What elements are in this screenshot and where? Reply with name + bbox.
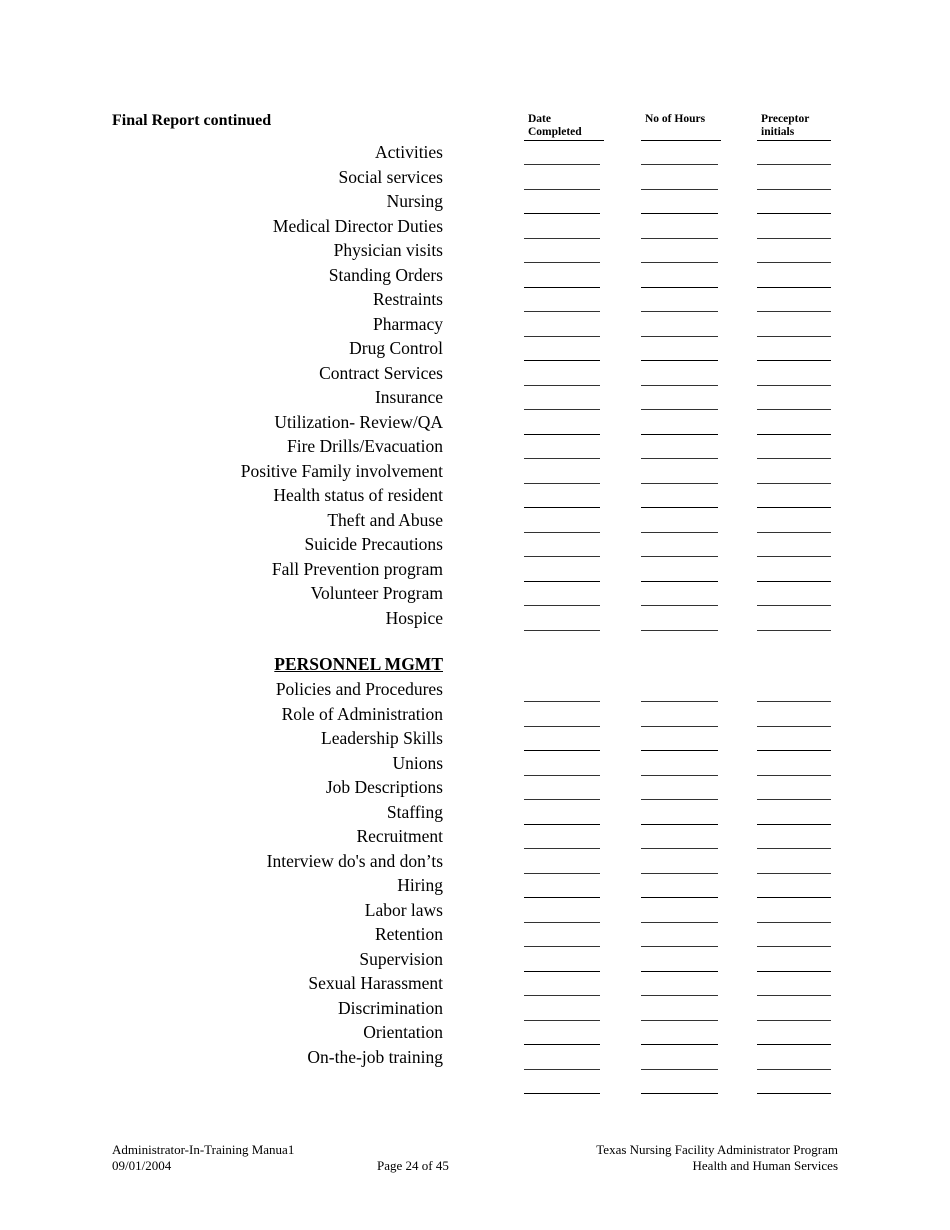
initials-line — [757, 897, 831, 898]
initials-line — [757, 1020, 831, 1021]
date-completed-line — [524, 360, 600, 361]
hours-line — [641, 360, 718, 361]
list-item: Interview do's and don’ts — [266, 850, 443, 871]
initials-line — [757, 458, 831, 459]
initials-line — [757, 483, 831, 484]
date-completed-line — [524, 507, 600, 508]
list-item: Labor laws — [364, 899, 443, 920]
hours-line — [641, 409, 718, 410]
initials-line — [757, 726, 831, 727]
list-item: Nursing — [386, 191, 443, 211]
date-completed-line — [524, 287, 600, 288]
hours-line — [641, 262, 718, 263]
hours-line — [641, 532, 718, 533]
list-item: Sexual Harassment — [308, 973, 443, 993]
hours-line — [641, 213, 718, 214]
date-completed-line — [524, 1020, 600, 1021]
hours-line — [641, 605, 718, 606]
initials-line — [757, 189, 831, 190]
date-completed-line — [524, 824, 600, 825]
list-item: Hiring — [397, 875, 443, 895]
hours-line — [641, 922, 718, 923]
initials-line — [757, 360, 831, 361]
initials-line — [757, 311, 831, 312]
date-completed-line — [524, 995, 600, 996]
hours-line — [641, 385, 718, 386]
date-completed-line — [524, 873, 600, 874]
hours-line — [641, 238, 718, 239]
initials-line — [757, 385, 831, 386]
hours-line — [641, 726, 718, 727]
list-item: Retention — [374, 924, 443, 944]
initials-line — [757, 701, 831, 702]
footer-right — [596, 1142, 838, 1174]
list-item: Leadership Skills — [321, 728, 443, 748]
initials-line — [757, 434, 831, 435]
list-item: Drug Control — [349, 338, 443, 358]
list-item: Fire Drills/Evacuation — [286, 436, 443, 456]
list-item: Insurance — [374, 387, 443, 407]
hours-line — [641, 164, 718, 165]
list-item: Medical Director Duties — [272, 215, 443, 236]
date-completed-line — [524, 262, 600, 263]
date-completed-line — [524, 409, 600, 410]
list-item: Health status of resident — [273, 485, 443, 505]
footer-date: 09/01/2004 — [112, 1158, 172, 1173]
initials-line — [757, 532, 831, 533]
date-completed-line — [524, 1093, 600, 1094]
hours-line — [641, 336, 718, 337]
initials-line — [757, 873, 831, 874]
footer-agency: Health and Human Services — [692, 1158, 838, 1173]
page-title: Final Report continued — [112, 112, 272, 129]
list-item: On-the-job training — [307, 1046, 443, 1067]
initials-line — [757, 287, 831, 288]
list-item: Recruitment — [356, 826, 443, 846]
column-header-no-of-hours — [641, 113, 721, 141]
date-completed-line — [524, 532, 600, 533]
list-item: Fall Prevention program — [271, 558, 443, 579]
column-header-line: initials — [761, 126, 795, 138]
column-header-line: Date — [528, 113, 551, 125]
list-item: Suicide Precautions — [304, 534, 443, 554]
initials-line — [757, 971, 831, 972]
date-completed-line — [524, 799, 600, 800]
hours-line — [641, 556, 718, 557]
initials-line — [757, 213, 831, 214]
initials-line — [757, 946, 831, 947]
date-completed-line — [524, 971, 600, 972]
footer-page-number: Page 24 of 45 — [377, 1158, 449, 1173]
list-item: Policies and Procedures — [275, 679, 443, 699]
initials-line — [757, 848, 831, 849]
initials-line — [757, 409, 831, 410]
hours-line — [641, 287, 718, 288]
list-item: Social services — [338, 166, 443, 187]
date-completed-line — [524, 630, 600, 631]
hours-line — [641, 581, 718, 582]
hours-line — [641, 483, 718, 484]
initials-line — [757, 630, 831, 631]
section-heading-personnel-mgmt: PERSONNEL MGMT — [274, 654, 443, 674]
column-header-preceptor-initials — [757, 113, 831, 141]
date-completed-line — [524, 556, 600, 557]
date-completed-line — [524, 458, 600, 459]
list-item: Role of Administration — [281, 703, 443, 724]
date-completed-line — [524, 164, 600, 165]
hours-line — [641, 873, 718, 874]
hours-line — [641, 1044, 718, 1045]
initials-line — [757, 799, 831, 800]
date-completed-line — [524, 848, 600, 849]
date-completed-line — [524, 775, 600, 776]
initials-line — [757, 750, 831, 751]
initials-line — [757, 775, 831, 776]
list-item: Unions — [392, 752, 443, 773]
date-completed-line — [524, 701, 600, 702]
list-item: Contract Services — [319, 362, 443, 383]
column-header-line — [645, 126, 721, 139]
list-item: Job Descriptions — [325, 777, 443, 797]
date-completed-line — [524, 946, 600, 947]
date-completed-line — [524, 238, 600, 239]
hours-line — [641, 946, 718, 947]
hours-line — [641, 971, 718, 972]
date-completed-line — [524, 1069, 600, 1070]
initials-line — [757, 507, 831, 508]
date-completed-line — [524, 213, 600, 214]
column-header-line: No of Hours — [645, 113, 706, 125]
initials-line — [757, 336, 831, 337]
hours-line — [641, 1069, 718, 1070]
initials-line — [757, 824, 831, 825]
hours-line — [641, 1020, 718, 1021]
date-completed-line — [524, 581, 600, 582]
hours-line — [641, 897, 718, 898]
list-item: Positive Family involvement — [240, 460, 443, 481]
hours-line — [641, 434, 718, 435]
date-completed-line — [524, 726, 600, 727]
hours-line — [641, 799, 718, 800]
column-header-date-completed — [524, 113, 604, 141]
list-item: Discrimination — [338, 997, 443, 1018]
list-item: Standing Orders — [328, 264, 443, 285]
date-completed-line — [524, 434, 600, 435]
hours-line — [641, 630, 718, 631]
date-completed-line — [524, 605, 600, 606]
initials-line — [757, 1044, 831, 1045]
date-completed-line — [524, 311, 600, 312]
list-item: Theft and Abuse — [327, 509, 443, 530]
list-item: Physician visits — [333, 240, 443, 260]
list-item: Staffing — [386, 801, 443, 822]
list-item: Activities — [374, 142, 443, 162]
footer-program: Texas Nursing Facility Administrator Program — [596, 1142, 838, 1157]
hours-line — [641, 775, 718, 776]
list-item: Utilization- Review/QA — [274, 411, 443, 432]
list-item: Restraints — [373, 289, 443, 309]
hours-line — [641, 458, 718, 459]
hours-line — [641, 848, 718, 849]
list-item: Pharmacy — [373, 313, 443, 334]
initials-line — [757, 605, 831, 606]
date-completed-line — [524, 897, 600, 898]
date-completed-line — [524, 922, 600, 923]
hours-line — [641, 750, 718, 751]
column-header-line: Preceptor — [761, 113, 810, 125]
hours-line — [641, 701, 718, 702]
initials-line — [757, 238, 831, 239]
date-completed-line — [524, 336, 600, 337]
hours-line — [641, 311, 718, 312]
footer-left — [112, 1142, 294, 1174]
list-item: Hospice — [385, 607, 443, 628]
initials-line — [757, 995, 831, 996]
footer-manual-title: Administrator-In-Training Manua1 — [112, 1142, 295, 1157]
hours-line — [641, 824, 718, 825]
date-completed-line — [524, 385, 600, 386]
initials-line — [757, 262, 831, 263]
list-item: Supervision — [359, 948, 443, 969]
date-completed-line — [524, 1044, 600, 1045]
initials-line — [757, 1093, 831, 1094]
initials-line — [757, 556, 831, 557]
list-item: Orientation — [363, 1022, 443, 1042]
hours-line — [641, 1093, 718, 1094]
hours-line — [641, 995, 718, 996]
date-completed-line — [524, 483, 600, 484]
hours-line — [641, 507, 718, 508]
hours-line — [641, 189, 718, 190]
initials-line — [757, 922, 831, 923]
date-completed-line — [524, 189, 600, 190]
initials-line — [757, 164, 831, 165]
initials-line — [757, 581, 831, 582]
date-completed-line — [524, 750, 600, 751]
column-header-line: Completed — [528, 126, 582, 138]
list-item: Volunteer Program — [310, 583, 443, 603]
initials-line — [757, 1069, 831, 1070]
